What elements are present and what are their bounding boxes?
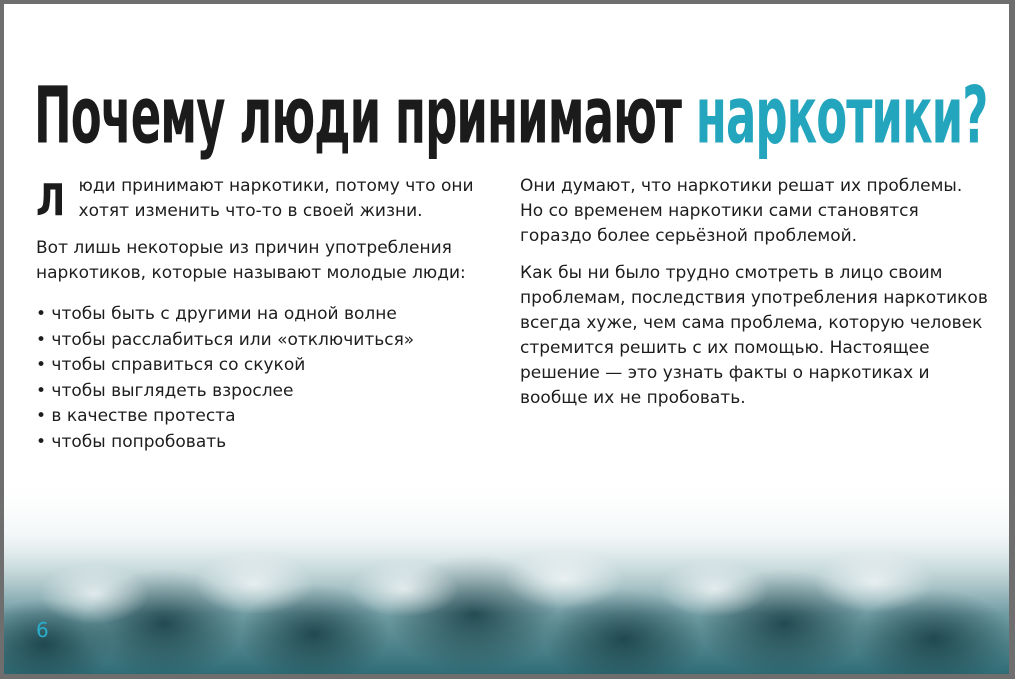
list-item: • чтобы выглядеть взрослее — [36, 380, 294, 401]
drop-cap: Л — [36, 175, 66, 226]
intro-paragraph — [36, 174, 491, 224]
list-item: • чтобы попробовать — [36, 431, 227, 452]
title-accent: наркотики? — [695, 69, 988, 161]
teal-texture-image — [4, 474, 1009, 674]
problem-paragraph: Они думают, что наркотики решат их проблемы. Но со временем наркотики сами становятся гораздо более серьёзной проблемой. — [520, 176, 963, 246]
left-column — [36, 174, 491, 455]
page-number: 6 — [36, 618, 49, 642]
list-item: • чтобы быть с другими на одной волне — [36, 304, 397, 324]
intro-text: юди принимают наркотики, потому что они хотят изменить что-то в своей жизни. — [78, 176, 474, 221]
page-title — [34, 69, 988, 161]
right-column — [520, 174, 990, 423]
list-item: • чтобы справиться со скукой — [36, 355, 306, 375]
solution-paragraph: Как бы ни было трудно смотреть в лицо своим проблемам, последствия употребления наркотиков всегда хуже, чем сама проблема, которую человек стремится решить с их помощью. Настоящее решение — это узнать факты о наркотиках и вообще их не пробовать. — [520, 263, 988, 408]
reasons-list — [36, 302, 491, 455]
brochure-page — [4, 4, 1009, 674]
list-item: • чтобы расслабиться или «отключиться» — [36, 329, 415, 350]
title-main: Почему люди принимают — [34, 69, 696, 161]
list-item: • в качестве протеста — [36, 406, 236, 426]
lead-paragraph: Вот лишь некоторые из причин употребления наркотиков, которые называют молодые люди: — [36, 238, 466, 283]
